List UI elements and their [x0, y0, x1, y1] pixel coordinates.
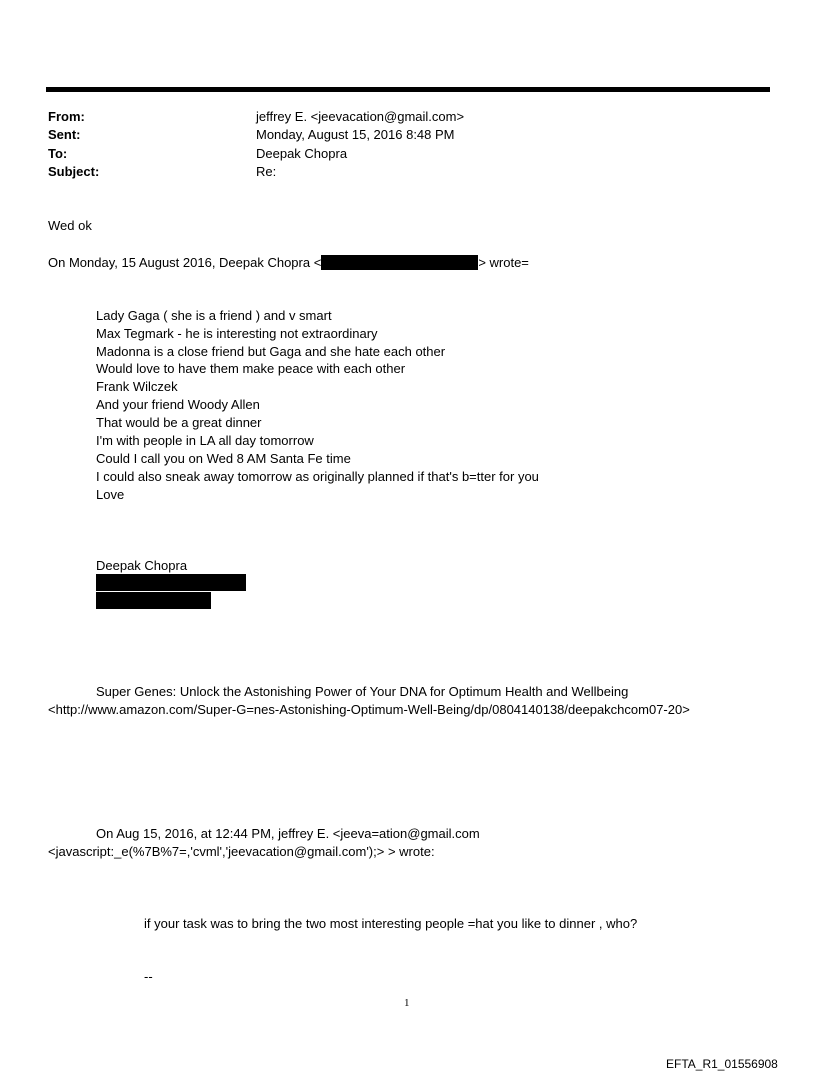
nested-intro-line-2: <javascript:_e(%7B%7=,'cvml','jeevacation@gmail.com');> > wrote:: [48, 844, 435, 859]
quoted-line: Lady Gaga ( she is a friend ) and v smart: [96, 308, 332, 323]
book-link[interactable]: <http://www.amazon.com/Super-G=nes-Astonishing-Optimum-Well-Being/dp/0804140138/deepakchcom07-20>: [48, 702, 690, 717]
page-number: 1: [404, 997, 410, 1009]
from-label: From:: [48, 109, 85, 124]
nested-signature-separator: --: [144, 969, 153, 984]
sent-label: Sent:: [48, 127, 81, 142]
quote-intro: [48, 255, 529, 270]
quoted-line: And your friend Woody Allen: [96, 397, 260, 412]
quoted-line: Could I call you on Wed 8 AM Santa Fe time: [96, 451, 351, 466]
from-value: jeffrey E. <jeevacation@gmail.com>: [256, 109, 465, 124]
redacted-signature-line-2: [96, 592, 211, 609]
quoted-line: Love: [96, 487, 125, 502]
subject-label: Subject:: [48, 164, 100, 179]
book-title: Super Genes: Unlock the Astonishing Power of Your DNA for Optimum Health and Wellbeing: [96, 684, 629, 699]
redacted-signature-line-1: [96, 574, 246, 591]
quoted-line: Would love to have them make peace with each other: [96, 361, 406, 376]
header-rule: [46, 87, 770, 92]
quoted-line: Frank Wilczek: [96, 379, 178, 394]
subject-value: Re:: [256, 164, 277, 179]
quote-intro-before: On Monday, 15 August 2016, Deepak Chopra <: [48, 255, 322, 270]
to-value: Deepak Chopra: [256, 146, 348, 161]
quoted-line: That would be a great dinner: [96, 415, 262, 430]
to-label: To:: [48, 146, 68, 161]
quoted-line: I'm with people in LA all day tomorrow: [96, 433, 314, 448]
quoted-line: Madonna is a close friend but Gaga and she hate each other: [96, 344, 446, 359]
signature-name: Deepak Chopra: [96, 558, 188, 573]
sent-value: Monday, August 15, 2016 8:48 PM: [256, 127, 455, 142]
quoted-line: Max Tegmark - he is interesting not extraordinary: [96, 326, 378, 341]
quoted-line: I could also sneak away tomorrow as originally planned if that's b=tter for you: [96, 469, 539, 484]
redacted-email: [321, 255, 478, 270]
nested-intro-line-1: On Aug 15, 2016, at 12:44 PM, jeffrey E. <jeeva=ation@gmail.com: [96, 826, 480, 841]
nested-message: if your task was to bring the two most interesting people =hat you like to dinner , who?: [144, 916, 638, 931]
reply-text: Wed ok: [48, 218, 92, 233]
document-id: EFTA_R1_01556908: [666, 1057, 778, 1071]
quote-intro-after: > wrote=: [478, 255, 529, 270]
